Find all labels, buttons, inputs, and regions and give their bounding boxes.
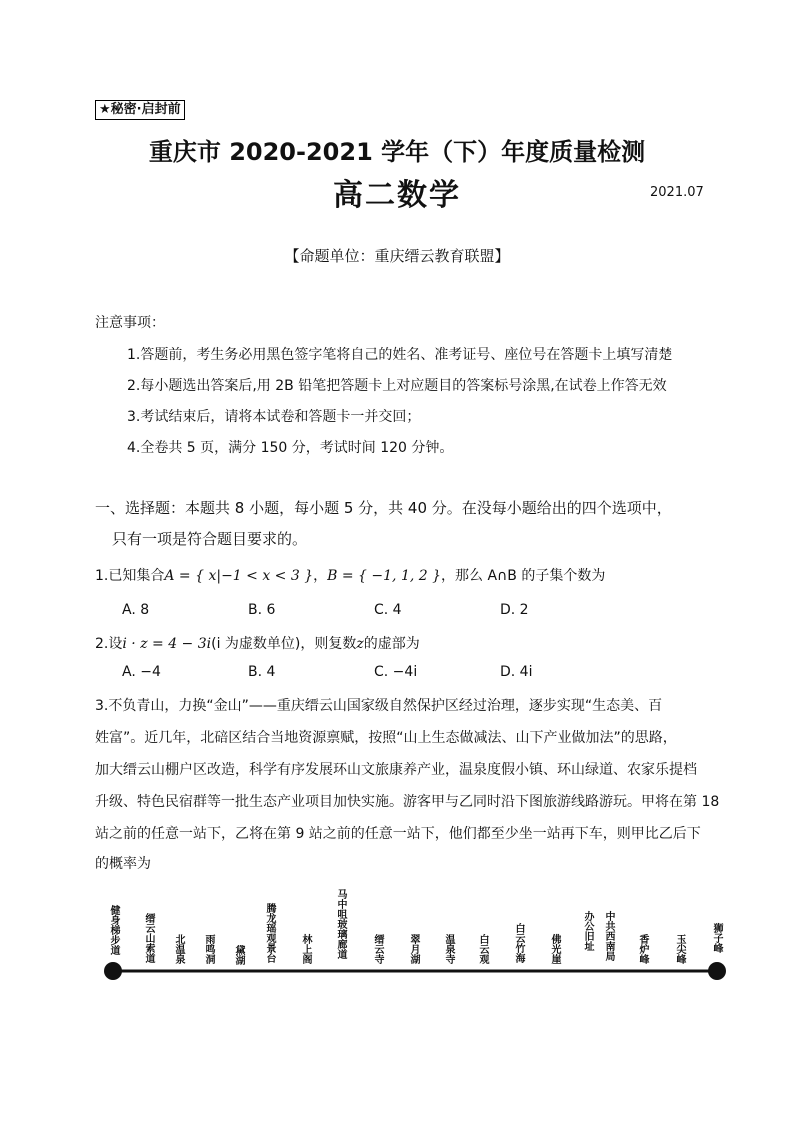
station-label: 狮子峰 [711,923,722,953]
q1-prefix: 1.已知集合 [95,568,165,584]
station-label: 翠月湖 [408,934,419,964]
q1-set-b: B = { −1, 1, 2 } [327,568,442,584]
station-label: 黛湖 [233,945,244,965]
question-2 [95,633,420,653]
q1-option-a: A. 8 [122,602,150,618]
q2-mid: (i 为虚数单位)，则复数 [211,636,357,652]
station-label: 马中咀玻璃廊道 [335,889,346,959]
station-label: 办公旧址 [582,911,593,951]
station-label: 腾龙瑶观景台 [264,903,275,963]
q2-z: z [356,636,364,652]
q1-option-c: C. 4 [374,602,402,618]
q3-line: 站之前的任意一站下，乙将在第 9 站之前的任意一站下，他们都至少坐一站再下车，则甲比乙后下 [95,826,701,842]
q3-line: 升级、特色民宿群等一批生态产业项目加快实施。游客甲与乙同时沿下图旅游线路游玩。甲将在第 18 [95,794,720,810]
note-item: 2.每小题选出答案后,用 2B 铅笔把答题卡上对应题目的答案标号涂黑,在试卷上作答无效 [127,378,667,394]
q1-set-a: A = { x|−1 < x < 3 } [164,568,314,584]
station-label: 缙云山索道 [143,913,154,963]
station-label: 中共西南局 [603,911,614,961]
station-label: 白云竹海 [513,923,524,963]
q1-suffix: ，那么 A∩B 的子集个数为 [441,568,606,584]
q3-line: 加大缙云山棚户区改造，科学有序发展环山文旅康养产业，温泉度假小镇、环山绿道、农家乐提档 [95,762,697,778]
section-heading-cont: 只有一项是符合题目要求的。 [112,530,308,548]
route-start-dot [104,962,122,980]
q3-line: 的概率为 [95,856,151,872]
note-item: 1.答题前，考生务必用黑色签字笔将自己的姓名、准考证号、座位号在答题卡上填写清楚 [127,347,673,363]
exam-title: 重庆市 2020-2021 学年（下）年度质量检测 [148,138,646,166]
subject-title: 高二数学 [333,178,461,213]
confidential-stamp: ★秘密·启封前 [95,100,185,120]
route-line-svg [95,955,735,985]
q2-suffix: 的虚部为 [363,636,420,652]
q1-option-b: B. 6 [248,602,276,618]
q3-line: 3.不负青山，力换“金山”——重庆缙云山国家级自然保护区经过治理，逐步实现“生态美、百 [95,698,663,714]
notes-title: 注意事项： [95,315,165,331]
station-label: 香炉峰 [637,934,648,964]
question-1 [95,565,605,585]
station-label: 健身梯步道 [108,905,119,955]
q2-option-a: A. −4 [122,664,161,680]
q1-option-d: D. 2 [500,602,529,618]
q3-line: 姓富”。近几年，北碚区结合当地资源禀赋，按照“山上生态做减法、山下产业做加法”的思路， [95,730,677,746]
route-end-dot [708,962,726,980]
q2-expr: i · z = 4 − 3i [122,636,212,652]
station-label: 北温泉 [173,934,184,964]
note-item: 4.全卷共 5 页，满分 150 分，考试时间 120 分钟。 [127,440,454,456]
section-heading: 一、选择题：本题共 8 小题，每小题 5 分，共 40 分。在没每小题给出的四个选项中， [95,499,672,517]
setting-unit: 【命题单位：重庆缙云教育联盟】 [284,247,510,265]
station-label: 缙云寺 [372,934,383,964]
q2-prefix: 2.设 [95,636,123,652]
q2-option-c: C. −4i [374,664,418,680]
note-item: 3.考试结束后，请将本试卷和答题卡一并交回； [127,409,421,425]
q2-option-b: B. 4 [248,664,276,680]
station-label: 温泉寺 [443,934,454,964]
exam-date: 2021.07 [650,185,704,200]
station-label: 林上阁 [300,934,311,964]
q1-sep: ， [313,568,328,584]
station-label: 玉尖峰 [674,934,685,964]
q2-option-d: D. 4i [500,664,533,680]
station-label: 雨鸣洞 [203,934,214,964]
station-label: 白云观 [477,934,488,964]
station-label: 佛光崖 [549,934,560,964]
